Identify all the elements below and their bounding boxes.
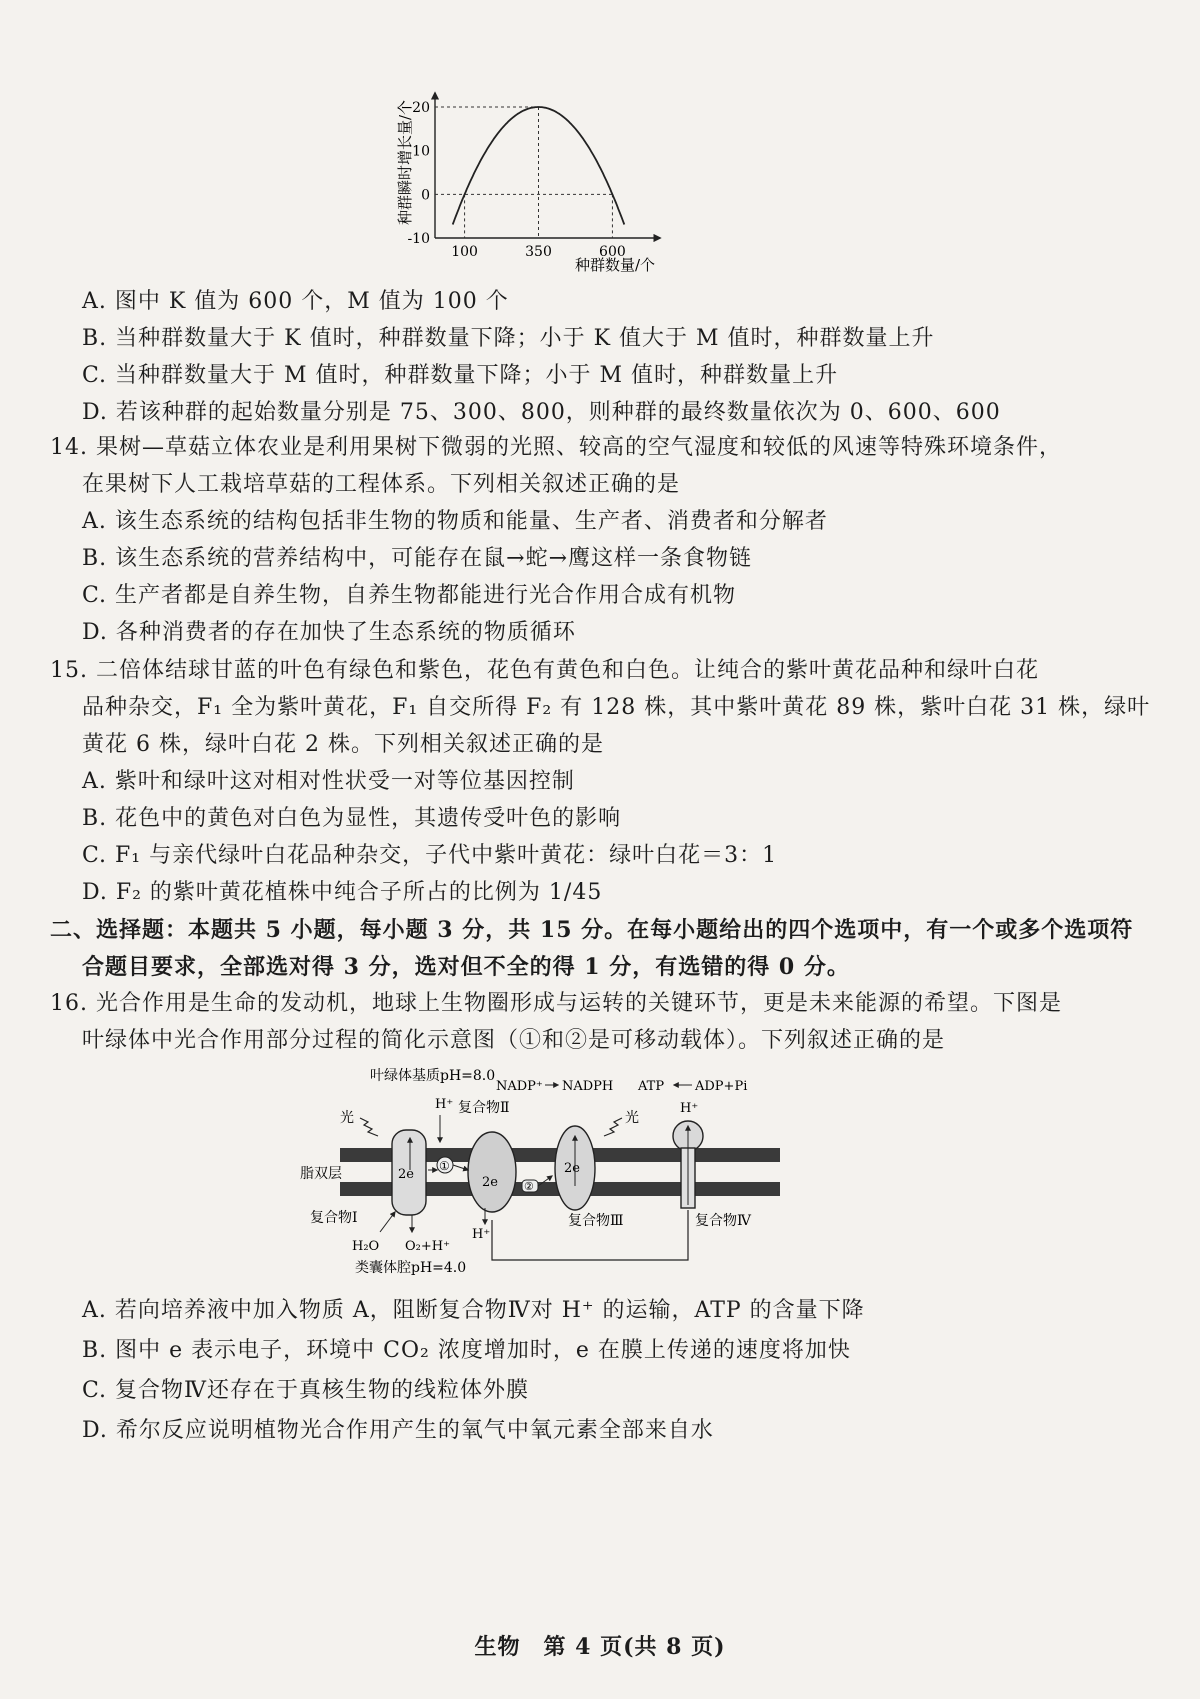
h-label-1: H⁺ bbox=[435, 1097, 454, 1112]
svg-text:②: ② bbox=[524, 1180, 534, 1193]
q16-option-a: A. 若向培养液中加入物质 A，阻断复合物Ⅳ对 H⁺ 的运输，ATP 的含量下降 bbox=[82, 1298, 865, 1323]
x-tick-label: 350 bbox=[525, 244, 552, 260]
q13-option-c: C. 当种群数量大于 M 值时，种群数量下降；小于 M 值时，种群数量上升 bbox=[82, 363, 839, 388]
y-tick-label: 0 bbox=[421, 187, 430, 204]
h2o-label: H₂O bbox=[352, 1239, 380, 1254]
q16-option-c: C. 复合物Ⅳ还存在于真核生物的线粒体外膜 bbox=[82, 1378, 530, 1403]
population-growth-chart bbox=[380, 85, 680, 280]
q15-stem-3: 黄花 6 株，绿叶白花 2 株。下列相关叙述正确的是 bbox=[82, 732, 604, 757]
h2o-arrow bbox=[380, 1212, 395, 1232]
light-label-2: 光 bbox=[625, 1110, 639, 1126]
photosynthesis-diagram bbox=[300, 1060, 820, 1280]
q14-stem-2: 在果树下人工栽培草菇的工程体系。下列相关叙述正确的是 bbox=[82, 472, 681, 497]
h-label-2: H⁺ bbox=[472, 1227, 491, 1242]
q15-option-c: C. F₁ 与亲代绿叶白花品种杂交，子代中紫叶黄花：绿叶白花＝3：1 bbox=[82, 843, 778, 868]
complex-1-label: 复合物Ⅰ bbox=[310, 1210, 358, 1226]
q15-option-d: D. F₂ 的紫叶黄花植株中纯合子所占的比例为 1/45 bbox=[82, 880, 603, 905]
y-tick-label: -10 bbox=[407, 231, 430, 247]
complex-4-label: 复合物Ⅳ bbox=[695, 1213, 751, 1229]
q15-option-a: A. 紫叶和绿叶这对相对性状受一对等位基因控制 bbox=[82, 769, 575, 794]
q16-option-d: D. 希尔反应说明植物光合作用产生的氧气中氧元素全部来自水 bbox=[82, 1418, 714, 1443]
light-ray-1 bbox=[360, 1118, 378, 1136]
atp-label: ATP bbox=[638, 1079, 665, 1094]
q15-option-b: B. 花色中的黄色对白色为显性，其遗传受叶色的影响 bbox=[82, 806, 622, 831]
y-tick-label: 10 bbox=[412, 143, 430, 160]
lipid-label: 脂双层 bbox=[300, 1166, 342, 1182]
q13-option-b: B. 当种群数量大于 K 值时，种群数量下降；小于 K 值大于 M 值时，种群数量上升 bbox=[82, 326, 935, 351]
section2-heading-2: 合题目要求，全部选对得 3 分，选对但不全的得 1 分，有选错的得 0 分。 bbox=[82, 954, 850, 980]
x-tick-label: 100 bbox=[451, 244, 478, 260]
adp-label: ADP+Pi bbox=[695, 1079, 748, 1094]
nadp-label: NADP⁺ bbox=[496, 1079, 543, 1094]
q14-option-b: B. 该生态系统的营养结构中，可能存在鼠→蛇→鹰这样一条食物链 bbox=[82, 546, 753, 571]
h-label-3: H⁺ bbox=[680, 1101, 699, 1116]
light-label-1: 光 bbox=[340, 1110, 354, 1126]
q13-option-a: A. 图中 K 值为 600 个，M 值为 100 个 bbox=[82, 289, 509, 314]
growth-curve bbox=[453, 107, 625, 225]
page-footer: 生物 第 4 页(共 8 页) bbox=[474, 1634, 726, 1660]
q16-option-b: B. 图中 e 表示电子，环境中 CO₂ 浓度增加时，e 在膜上传递的速度将加快 bbox=[82, 1338, 851, 1363]
svg-text:2e: 2e bbox=[564, 1161, 580, 1176]
q14-option-c: C. 生产者都是自养生物，自养生物都能进行光合作用合成有机物 bbox=[82, 583, 737, 608]
complex-3-label: 复合物Ⅲ bbox=[568, 1213, 624, 1229]
complex-1 bbox=[392, 1130, 426, 1215]
q16-stem-2: 叶绿体中光合作用部分过程的简化示意图（①和②是可移动载体）。下列叙述正确的是 bbox=[82, 1028, 946, 1053]
q14-option-a: A. 该生态系统的结构包括非生物的物质和能量、生产者、消费者和分解者 bbox=[82, 509, 828, 534]
complex-2-label: 复合物Ⅱ bbox=[458, 1100, 510, 1116]
complex-2 bbox=[468, 1132, 516, 1212]
complex-3 bbox=[555, 1126, 595, 1210]
lumen-label: 类囊体腔pH=4.0 bbox=[355, 1260, 467, 1276]
y-axis-label: 种群瞬时增长量/个 bbox=[396, 99, 414, 225]
svg-text:①: ① bbox=[439, 1159, 450, 1173]
q14-stem-1: 14. 果树—草菇立体农业是利用果树下微弱的光照、较高的空气湿度和较低的风速等特殊环境条件， bbox=[50, 435, 1062, 460]
nadph-label: NADPH bbox=[562, 1079, 614, 1094]
complex-1-to-2-arrow bbox=[453, 1165, 468, 1170]
q15-stem-1: 15. 二倍体结球甘蓝的叶色有绿色和紫色，花色有黄色和白色。让纯合的紫叶黄花品种和绿叶白花 bbox=[50, 658, 1039, 683]
stroma-label: 叶绿体基质pH=8.0 bbox=[370, 1068, 496, 1084]
svg-text:2e: 2e bbox=[482, 1175, 498, 1190]
section2-heading-1: 二、选择题：本题共 5 小题，每小题 3 分，共 15 分。在每小题给出的四个选项中，有一个或多个选项符 bbox=[50, 917, 1134, 943]
x-tick-label: 600 bbox=[599, 244, 626, 260]
q13-option-d: D. 若该种群的起始数量分别是 75、300、800，则种群的最终数量依次为 0、600、600 bbox=[82, 400, 1001, 425]
q15-stem-2: 品种杂交，F₁ 全为紫叶黄花，F₁ 自交所得 F₂ 有 128 株，其中紫叶黄花 89 株，紫叶白花 31 株，绿叶 bbox=[82, 695, 1151, 720]
svg-text:2e: 2e bbox=[398, 1167, 414, 1182]
y-tick-label: 20 bbox=[412, 100, 430, 116]
q16-stem-1: 16. 光合作用是生命的发动机，地球上生物圈形成与运转的关键环节，更是未来能源的希望。下图是 bbox=[50, 991, 1062, 1016]
x-axis-label: 种群数量/个 bbox=[575, 256, 656, 274]
light-ray-2 bbox=[604, 1118, 622, 1136]
q14-option-d: D. 各种消费者的存在加快了生态系统的物质循环 bbox=[82, 620, 576, 645]
o2-label: O₂+H⁺ bbox=[405, 1239, 450, 1254]
